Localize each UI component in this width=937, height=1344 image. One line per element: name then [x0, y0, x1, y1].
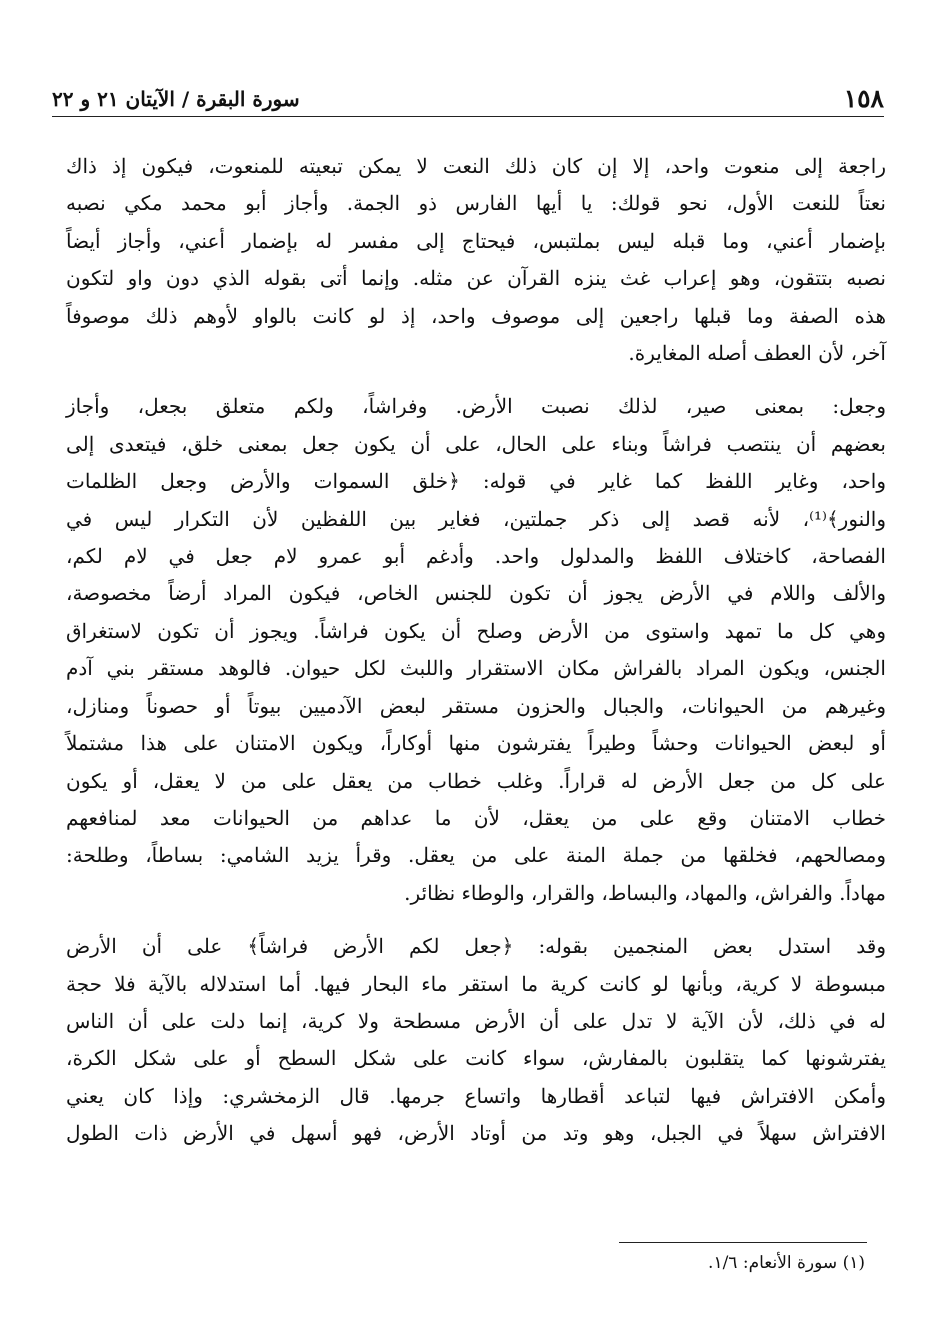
text-line: مهاداً. والفراش، والمهاد، والبساط، والقرار، والوطاء نظائر. — [404, 880, 886, 905]
text-line: راجعة إلى منعوت واحد، إلا إن كان ذلك النعت لا يمكن تبعيته للمنعوت، فيكون إذ ذاك — [66, 154, 886, 178]
text-line: آخر، لأن العطف أصله المغايرة. — [628, 341, 886, 366]
text-line: على كل من جعل الأرض له قراراً. وغلب خطاب من يعقل على من لا يعقل، أو يكون — [66, 768, 886, 793]
text-line: نصبه بتتقون، وهو إعراب غث ينزه القرآن عن مثله. وإنما أتى بقوله الذي دون واو لتكون — [66, 266, 886, 291]
text-line: واحد، وغاير اللفظ كما غاير في قوله: ﴿خلق السموات والأرض وجعل الظلمات — [66, 469, 886, 494]
text-line: بعضهم أن ينتصب فراشاً وبناء على الحال، على أن يكون جعل بمعنى خلق، فيتعدى إلى — [66, 431, 886, 456]
paragraph-3 — [66, 928, 886, 1152]
text-line: له في ذلك، لأن الآية لا تدل على أن الأرض مسطحة ولا كرية، إنما دلت على أن الناس — [66, 1008, 886, 1033]
text-line: الفصاحة، كاختلاف اللفظ والمدلول واحد. وأدغم أبو عمرو لام جعل في لام لكم، — [66, 544, 886, 569]
text-line: بإضمار أعني، وما قبله ليس بملتبس، فيحتاج إلى مفسر له بإضمار أعني، وأجاز أيضاً — [66, 228, 886, 253]
text-line: وغيرهم من الحيوانات، والجبال والحزون مستقر لبعض الآدميين بيوتاً أو حصوناً ومنازل، — [66, 693, 886, 718]
paragraph-2 — [66, 388, 886, 912]
text-line: وقد استدل بعض المنجمين بقوله: ﴿جعل لكم الأرض فراشاً﴾ على أن الأرض — [66, 934, 886, 959]
text-line: مبسوطة لا كرية، وبأنها لو كانت كرية ما استقر ماء البحار فيها. أما استدلاله بالآية فلا حجة — [66, 971, 886, 996]
text-line: هذه الصفة وما قبلها راجعين إلى موصوف واحد، إذ لو كانت بالواو لأوهم ذلك موصوفاً — [66, 303, 886, 328]
paragraph-1 — [66, 148, 886, 372]
page-number: ١٥٨ — [834, 82, 884, 116]
text-line: وهي كل ما تمهد واستوى من الأرض وصلح أن يكون فراشاً. ويجوز أن تكون لاستغراق — [66, 618, 886, 643]
running-title: سورة البقرة / الآيتان ٢١ و ٢٢ — [52, 82, 310, 116]
text-line: والألف واللام في الأرض يجوز أن تكون للجنس الخاص، فيكون المراد أرضاً مخصوصة، — [66, 581, 886, 606]
text-line: ومصالحهم، فخلقها من جملة المنة على من يعقل. وقرأ يزيد الشامي: بساطاً، وطلحة: — [66, 843, 886, 868]
text-line: أو لبعض الحيوانات وحشاً وطيراً يفترشون منها أوكاراً، ويكون الامتنان على هذا مشتملاً — [66, 731, 886, 756]
text-line: نعتاً للنعت الأول، نحو قولك: يا أيها الفارس ذو الجمة. وأجاز أبو محمد مكي نصبه — [66, 191, 886, 216]
text-line: وجعل: بمعنى صير، لذلك نصبت الأرض. وفراشاً، ولكم متعلق بجعل، وأجاز — [66, 394, 886, 419]
text-line: يفترشونها كما يتقلبون بالمفارش، سواء كانت على شكل السطح أو على شكل الكرة، — [66, 1046, 886, 1071]
text-line: وأمكن الافتراش فيها لتباعد أقطارها واتساع جرمها. قال الزمخشري: وإذا كان يعني — [66, 1083, 886, 1108]
footnote: (١) سورة الأنعام: ١/٦. — [708, 1253, 865, 1273]
page-header — [52, 82, 884, 117]
text-line: الافتراش سهلاً في الجبل، وهو وتد من أوتاد الأرض، فهو أسهل في الأرض ذات الطول — [66, 1121, 886, 1146]
text-line: والنور﴾⁽¹⁾، لأنه قصد إلى ذكر جملتين، فغاير بين اللفظين لأن التكرار ليس في — [66, 506, 886, 531]
text-line: الجنس، ويكون المراد بالفراش مكان الاستقرار واللبث لكل حيوان. فالوهد مستقر بني آدم — [66, 656, 886, 681]
footnote-divider — [619, 1242, 867, 1243]
main-text — [66, 148, 886, 1169]
text-line: خطاب الامتنان وقع على من يعقل، لأن ما عداهم من الحيوانات معد لمنافعهم — [66, 805, 886, 830]
